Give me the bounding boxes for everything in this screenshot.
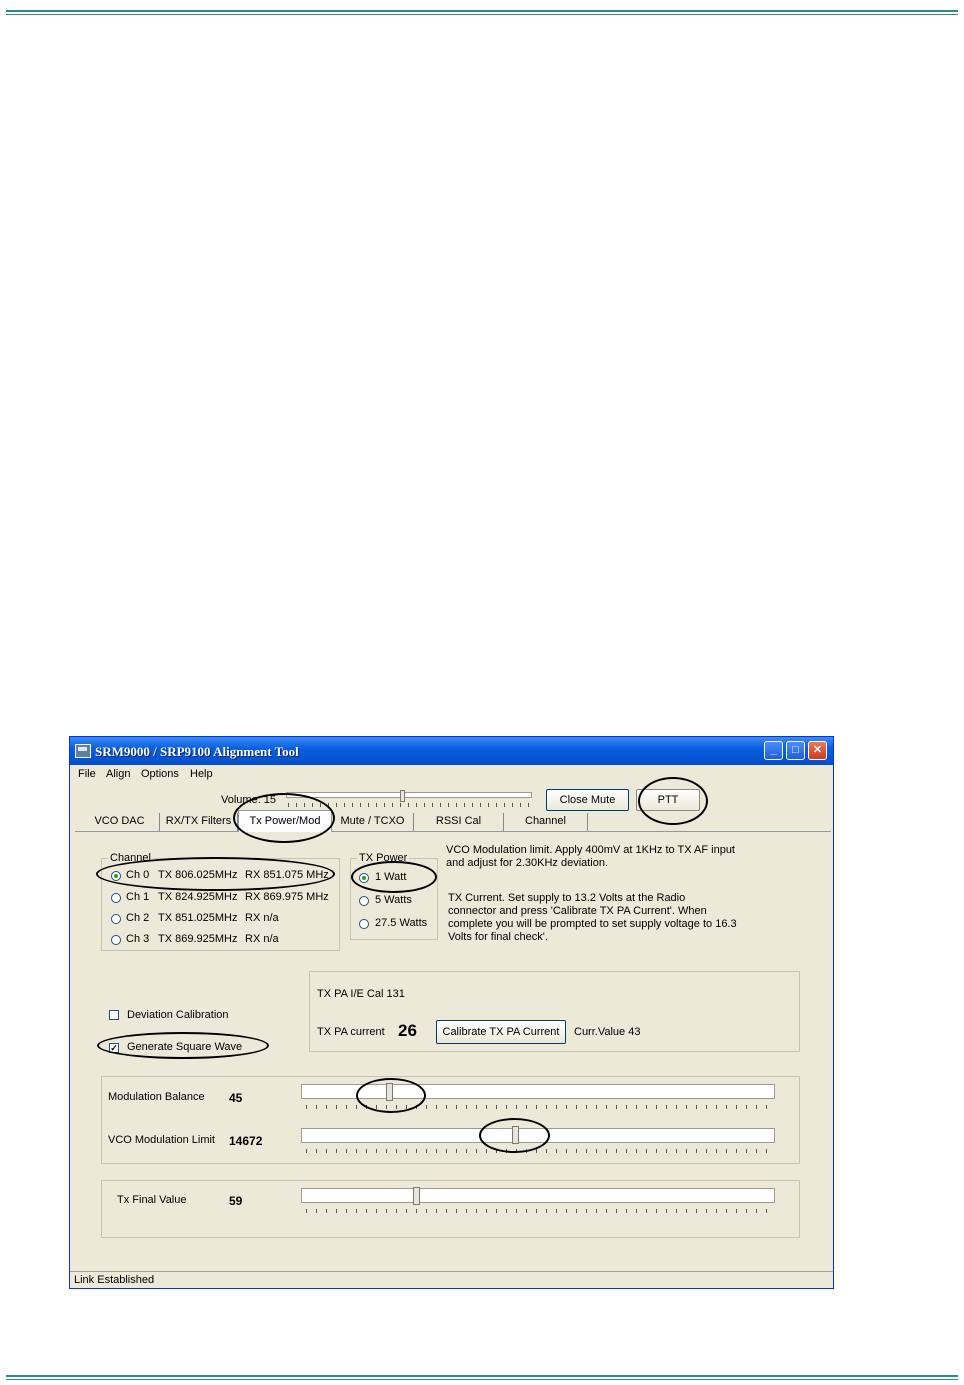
- page-bottom-rule: [6, 1375, 958, 1380]
- channel-3-rx: RX n/a: [245, 933, 279, 945]
- vco-limit-value: 14672: [229, 1134, 263, 1148]
- calibrate-tx-pa-current-button[interactable]: Calibrate TX PA Current: [436, 1020, 566, 1044]
- vco-limit-ticks: [306, 1149, 772, 1153]
- channel-1-name: Ch 1: [126, 891, 150, 903]
- tab-mute-tcxo[interactable]: Mute / TCXO: [332, 813, 414, 831]
- tx-final-value: 59: [229, 1194, 243, 1208]
- tx-final-slider-thumb[interactable]: [413, 1187, 420, 1205]
- annotation-oval-channel: [96, 857, 335, 891]
- square-wave-label: Generate Square Wave: [127, 1041, 243, 1053]
- vco-limit-label: VCO Modulation Limit: [108, 1134, 215, 1146]
- menu-help[interactable]: Help: [190, 768, 213, 780]
- window-title: SRM9000 / SRP9100 Alignment Tool: [95, 744, 299, 759]
- volume-slider-thumb[interactable]: [400, 790, 405, 802]
- pa-curr-value: Curr.Value 43: [574, 1026, 641, 1038]
- channel-1-tx: TX 824.925MHz: [158, 891, 238, 903]
- tx-power-5w-label: 5 Watts: [375, 894, 412, 906]
- channel-group-label: Channel: [110, 852, 151, 864]
- maximize-button[interactable]: □: [786, 741, 805, 760]
- status-text: Link Established: [74, 1274, 155, 1286]
- annotation-oval-tab: [233, 793, 335, 843]
- tx-current-info-line-1: TX Current. Set supply to 13.2 Volts at the Radio: [448, 892, 686, 904]
- tx-final-slider-track[interactable]: [301, 1188, 775, 1203]
- app-window: [69, 736, 834, 1289]
- ptt-button[interactable]: PTT: [636, 789, 700, 811]
- mod-balance-value: 45: [229, 1091, 243, 1105]
- tab-tx-power-mod[interactable]: Tx Power/Mod: [238, 810, 332, 832]
- tx-power-27w-radio[interactable]: [359, 919, 369, 929]
- tab-rssi-cal[interactable]: RSSI Cal: [414, 813, 504, 831]
- channel-2-name: Ch 2: [126, 912, 150, 924]
- pa-current-label: TX PA current: [317, 1026, 385, 1038]
- tx-power-1w-label: 1 Watt: [375, 871, 407, 883]
- mod-balance-label: Modulation Balance: [108, 1091, 205, 1103]
- minimize-button[interactable]: _: [764, 741, 783, 760]
- channel-3-radio[interactable]: [111, 935, 121, 945]
- channel-0-rx: RX 851.075 MHz: [245, 869, 329, 881]
- tx-current-info-line-4: Volts for final check'.: [448, 931, 548, 943]
- channel-2-rx: RX n/a: [245, 912, 279, 924]
- tab-rx-tx-filters[interactable]: RX/TX Filters: [160, 813, 238, 831]
- tx-final-ticks: [306, 1209, 772, 1213]
- tx-final-label: Tx Final Value: [117, 1194, 187, 1206]
- channel-1-radio[interactable]: [111, 893, 121, 903]
- channel-3-tx: TX 869.925MHz: [158, 933, 238, 945]
- status-bar: [70, 1271, 833, 1288]
- app-icon: [75, 744, 91, 758]
- menu-options[interactable]: Options: [141, 768, 179, 780]
- annotation-oval-ptt: [638, 777, 708, 825]
- tx-current-info-line-3: complete you will be prompted to set supply voltage to 16.3: [448, 918, 737, 930]
- square-wave-checkbox[interactable]: ✓: [110, 1043, 118, 1053]
- page-top-rule: [6, 10, 958, 15]
- close-mute-button[interactable]: Close Mute: [546, 789, 629, 811]
- tx-power-5w-radio[interactable]: [359, 896, 369, 906]
- annotation-oval-square-wave: [97, 1032, 269, 1059]
- menu-bar: [70, 765, 833, 783]
- annotation-oval-mod-balance: [356, 1078, 426, 1113]
- channel-2-radio[interactable]: [111, 914, 121, 924]
- title-bar[interactable]: [70, 737, 833, 765]
- deviation-calibration-label: Deviation Calibration: [127, 1009, 229, 1021]
- channel-1-rx: RX 869.975 MHz: [245, 891, 329, 903]
- tx-current-info-line-2: connector and press 'Calibrate TX PA Current'. When: [448, 905, 707, 917]
- menu-file[interactable]: File: [78, 768, 96, 780]
- annotation-oval-vco-limit: [479, 1118, 550, 1153]
- tx-power-group-label: TX Power: [359, 852, 408, 864]
- volume-label: Volume: 15: [221, 794, 277, 806]
- channel-0-tx: TX 806.025MHz: [158, 869, 238, 881]
- pa-current-value: 26: [398, 1021, 417, 1040]
- pa-ie-cal: TX PA I/E Cal 131: [317, 988, 405, 1000]
- annotation-oval-1watt: [351, 861, 437, 893]
- deviation-calibration-checkbox[interactable]: [109, 1010, 119, 1020]
- vco-info-line-1: VCO Modulation limit. Apply 400mV at 1KHz to TX AF input: [446, 844, 735, 856]
- tx-power-27w-label: 27.5 Watts: [375, 917, 428, 929]
- vco-info-line-2: and adjust for 2.30KHz deviation.: [446, 857, 609, 869]
- menu-align[interactable]: Align: [106, 768, 131, 780]
- close-button[interactable]: ✕: [808, 741, 827, 760]
- channel-3-name: Ch 3: [126, 933, 150, 945]
- channel-0-name: Ch 0: [126, 869, 150, 881]
- tab-vco-dac[interactable]: VCO DAC: [80, 813, 160, 831]
- channel-2-tx: TX 851.025MHz: [158, 912, 238, 924]
- tab-channel[interactable]: Channel: [504, 813, 588, 831]
- volume-slider-track[interactable]: [286, 792, 532, 798]
